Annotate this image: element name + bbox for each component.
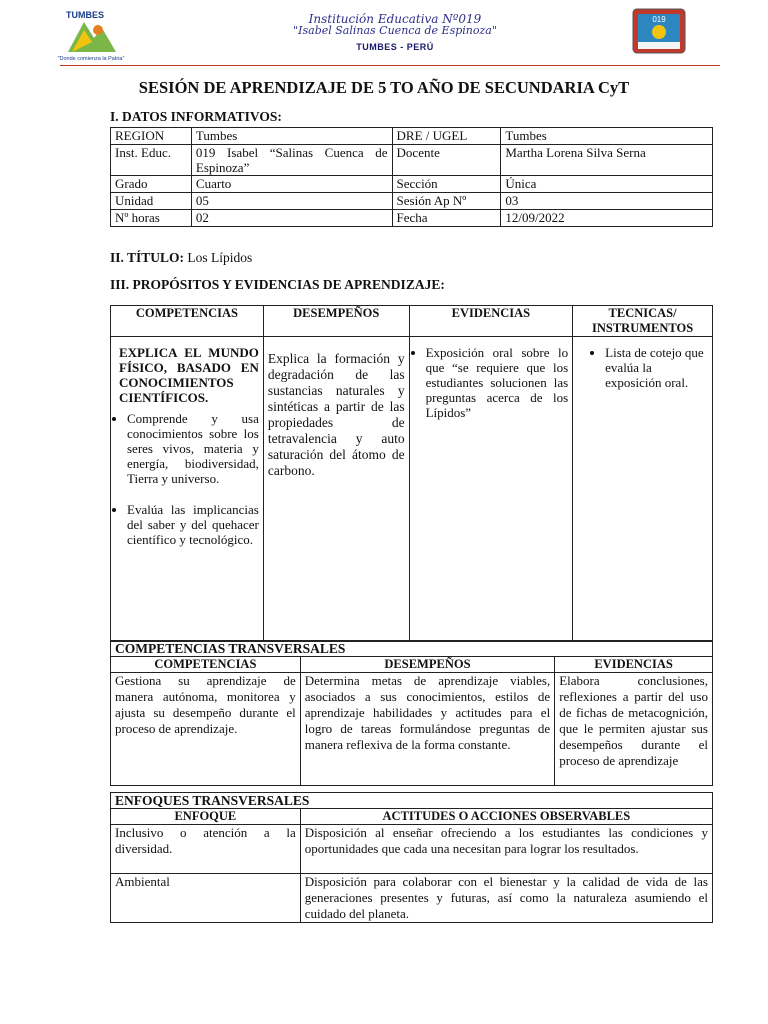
section-datos-heading: I. DATOS INFORMATIVOS: (110, 109, 282, 124)
enfoque-inclusivo: Inclusivo o atención a la diversidad. (111, 825, 301, 874)
logo-left-slogan: "Donde comienza la Patria" (57, 56, 125, 62)
label-horas: Nº horas (111, 210, 192, 227)
col-evidencias: EVIDENCIAS (555, 657, 713, 673)
col-desempenos: DESEMPEÑOS (300, 657, 554, 673)
table-row (111, 793, 713, 809)
evidencia-cell (409, 337, 573, 642)
list-item: • Evalúa las implicancias del saber y del quehacer científico y tecnológico. (127, 502, 259, 547)
section-titulo (110, 250, 252, 266)
table-header-row (111, 657, 713, 673)
header-divider (60, 65, 720, 66)
label-region: REGION (111, 128, 192, 145)
school-crest (632, 8, 686, 54)
transversal-desempeno: Determina metas de aprendizaje viables, asociados a sus conocimientos, estilos de aprendizaje habilidades y actitudes para el logro de tareas formulándose preguntas de manera reflexiva de la forma constante. (300, 673, 554, 786)
datos-table (110, 127, 713, 227)
list-item: • Comprende y usa conocimientos sobre los seres vivos, materia y energía, biodiversidad, Tierra y universo. (127, 411, 259, 486)
table-row (111, 145, 713, 176)
enfoque-ambiental: Ambiental (111, 874, 301, 923)
value-inst: 019 Isabel “Salinas Cuenca de Espinoza” (191, 145, 392, 176)
enfoques-heading: ENFOQUES TRANSVERSALES (111, 793, 713, 809)
table-row (111, 641, 713, 657)
list-item: • Lista de cotejo que evalúa la exposición oral. (605, 345, 708, 390)
table-row (111, 825, 713, 874)
institution-line1: Institución Educativa Nº019 (308, 12, 482, 26)
table-header-row (111, 306, 713, 337)
table-row (111, 176, 713, 193)
desempeno-cell: Explica la formación y degradación de las sustancias naturales y sintéticas a partir de las propiedades de tetravalencia y auto saturación del átomo de carbono. (263, 337, 409, 642)
section-propositos-heading: III. PROPÓSITOS Y EVIDENCIAS DE APRENDIZAJE: (110, 277, 445, 292)
crest-text: 019 (652, 15, 666, 24)
label-grado: Grado (111, 176, 192, 193)
actitud-ambiental: Disposición para colaborar con el bienestar y la calidad de vida de las generaciones presentes y futuras, así como la naturaleza asumiendo el cuidado del planeta. (300, 874, 712, 923)
value-dre: Tumbes (501, 128, 713, 145)
propositos-table (110, 305, 713, 642)
value-region: Tumbes (191, 128, 392, 145)
list-item: • Exposición oral sobre lo que “se requiere que los estudiantes solucionen las preguntas acerca de los Lípidos” (426, 345, 569, 420)
table-row (111, 210, 713, 227)
value-sesion: 03 (501, 193, 713, 210)
competencia-list (115, 411, 259, 547)
table-row (111, 193, 713, 210)
value-unidad: 05 (191, 193, 392, 210)
section-titulo-heading: II. TÍTULO: (110, 250, 185, 265)
value-fecha: 12/09/2022 (501, 210, 713, 227)
label-inst: Inst. Educ. (111, 145, 192, 176)
value-docente: Martha Lorena Silva Serna (501, 145, 713, 176)
col-enfoque: ENFOQUE (111, 809, 301, 825)
location: TUMBES - PERÚ (356, 42, 434, 52)
col-evidencias: EVIDENCIAS (409, 306, 573, 337)
label-seccion: Sección (392, 176, 501, 193)
table-row (111, 673, 713, 786)
transversales-heading: COMPETENCIAS TRANSVERSALES (111, 641, 713, 657)
label-docente: Docente (392, 145, 501, 176)
institution-line2: "Isabel Salinas Cuenca de Espinoza" (293, 24, 497, 37)
table-row (111, 337, 713, 642)
col-competencias: COMPETENCIAS (111, 657, 301, 673)
instrumento-cell (573, 337, 713, 642)
col-tecnicas: TECNICAS/ INSTRUMENTOS (573, 306, 713, 337)
page-title: SESIÓN DE APRENDIZAJE DE 5 TO AÑO DE SECUNDARIA CyT (138, 78, 630, 97)
label-fecha: Fecha (392, 210, 501, 227)
label-dre: DRE / UGEL (392, 128, 501, 145)
section-titulo-value: Los Lípidos (187, 250, 253, 265)
col-actitudes: ACTITUDES O ACCIONES OBSERVABLES (300, 809, 712, 825)
value-grado: Cuarto (191, 176, 392, 193)
table-row (111, 128, 713, 145)
col-desempenos: DESEMPEÑOS (263, 306, 409, 337)
competencia-cell (111, 337, 264, 642)
transversal-evidencia: Elabora conclusiones, reflexiones a partir del uso de fichas de metacognición, que le permiten ajustar sus desempeños durante el proceso de aprendizaje (555, 673, 713, 786)
table-header-row (111, 809, 713, 825)
actitud-inclusivo: Disposición al enseñar ofreciendo a los estudiantes las condiciones y oportunidades que cada una necesitan para lograr los resultados. (300, 825, 712, 874)
logo-left-text: TUMBES (66, 10, 104, 20)
value-horas: 02 (191, 210, 392, 227)
value-seccion: Única (501, 176, 713, 193)
table-row (111, 874, 713, 923)
transversales-table (110, 640, 713, 786)
col-competencias: COMPETENCIAS (111, 306, 264, 337)
transversal-competencia: Gestiona su aprendizaje de manera autónoma, monitorea y ajusta su desempeño durante el proceso de aprendizaje. (111, 673, 301, 786)
label-sesion: Sesión Ap Nº (392, 193, 501, 210)
competencia-title: EXPLICA EL MUNDO FÍSICO, BASADO EN CONOCIMIENTOS CIENTÍFICOS. (119, 345, 259, 405)
enfoques-table (110, 792, 713, 923)
label-unidad: Unidad (111, 193, 192, 210)
tumbes-logo (57, 8, 125, 66)
